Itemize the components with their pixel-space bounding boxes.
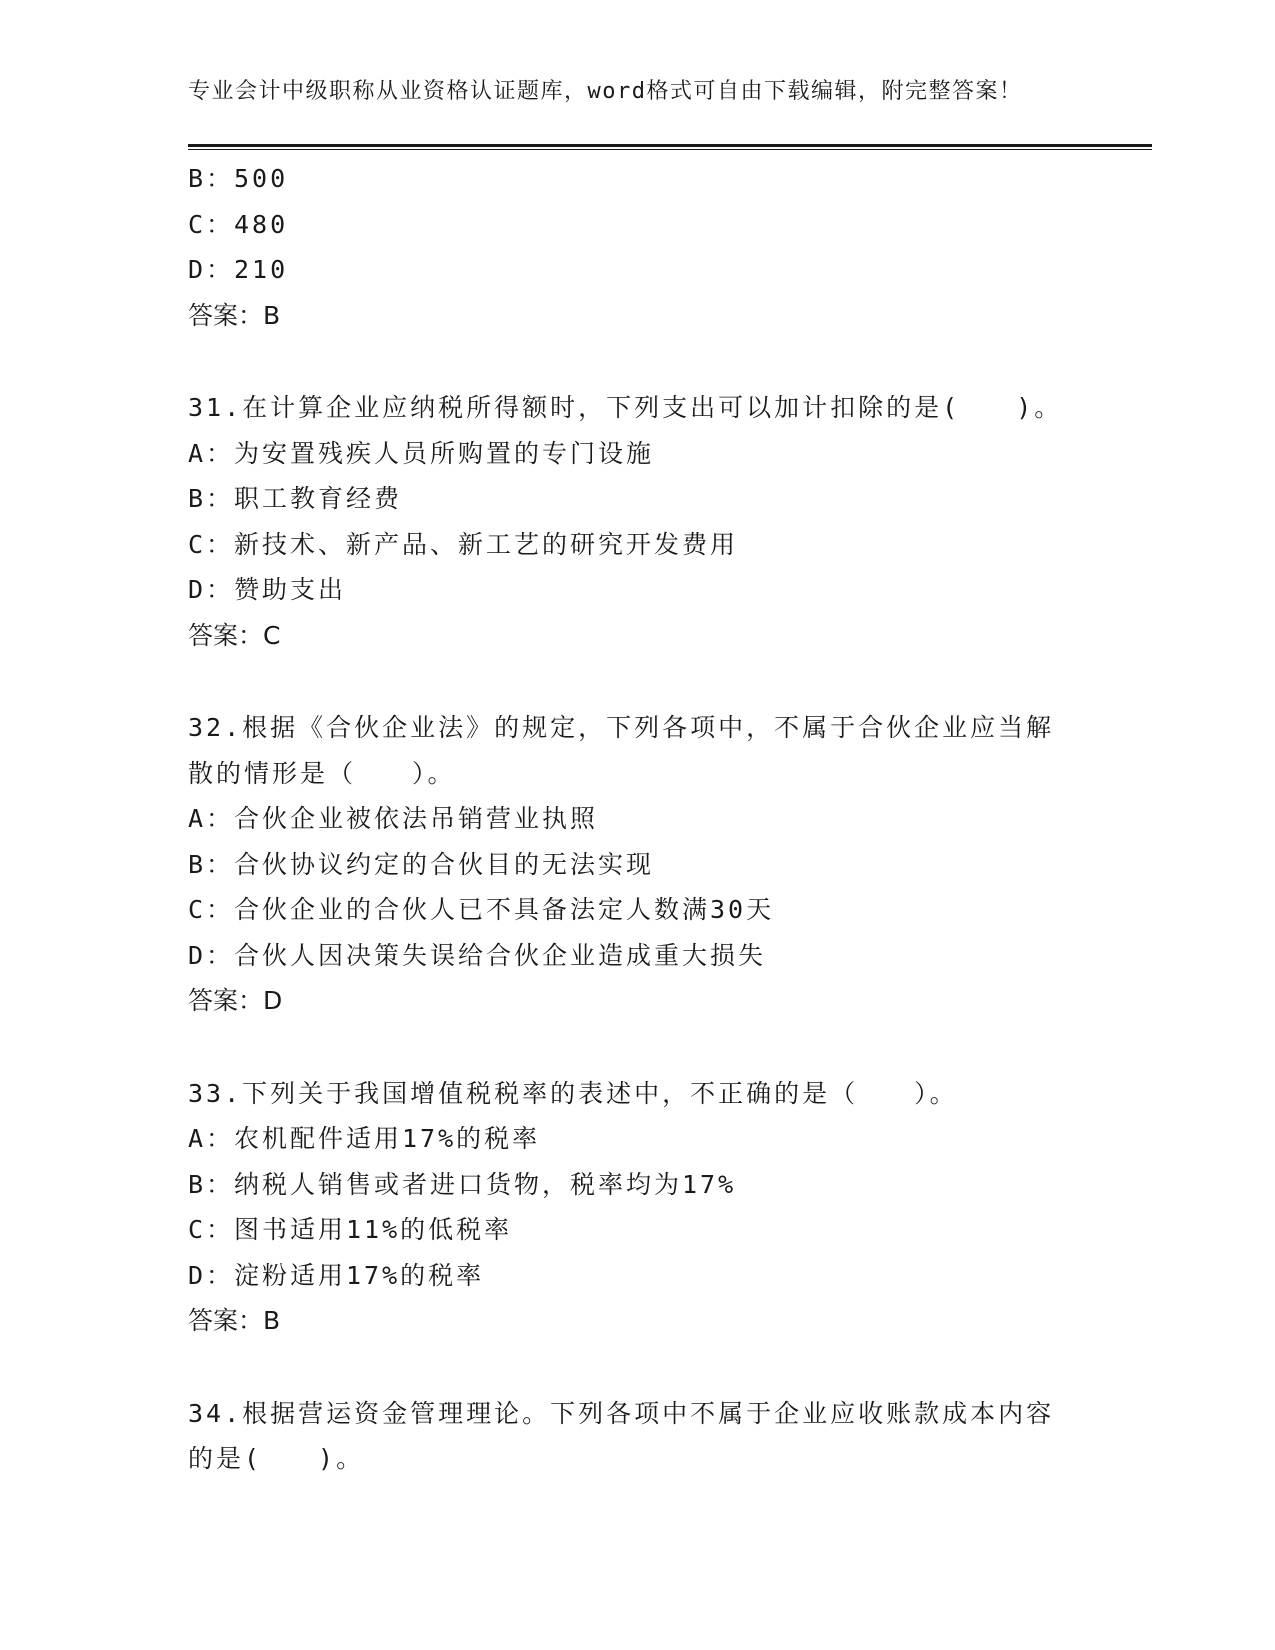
option-letter: C：	[188, 209, 235, 239]
prev-question-block	[188, 156, 1088, 338]
option-a	[188, 796, 1088, 842]
option-letter: A：	[188, 804, 235, 833]
question-stem-continued: 的是( )。	[188, 1444, 365, 1473]
option-letter: D：	[188, 575, 235, 604]
option-text: 农机配件适用17%的税率	[234, 1124, 541, 1153]
question-31	[188, 385, 1088, 658]
option-letter: A：	[188, 438, 235, 468]
answer-line: 答案：B	[188, 1306, 281, 1335]
option-letter: D：	[188, 1260, 235, 1290]
page-header: 专业会计中级职称从业资格认证题库，word格式可自由下载编辑，附完整答案！	[188, 79, 1023, 104]
spacer	[188, 338, 1088, 385]
option-d	[188, 567, 1088, 613]
option-text: 职工教育经费	[234, 484, 403, 513]
spacer	[188, 1344, 1088, 1391]
option-letter: B：	[188, 164, 235, 193]
option-c	[188, 887, 1088, 933]
option-letter: A：	[188, 1124, 235, 1153]
option-a	[188, 431, 1088, 477]
question-stem: 34.根据营运资金管理理论。下列各项中不属于企业应收账款成本内容	[188, 1398, 1055, 1428]
option-d	[188, 247, 1088, 293]
question-32	[188, 705, 1088, 1024]
option-d	[188, 933, 1088, 979]
option-b	[188, 476, 1088, 522]
option-c	[188, 1207, 1088, 1253]
question-stem-continued: 散的情形是（ ）。	[188, 758, 456, 788]
option-text: 500	[234, 164, 289, 193]
option-text: 新技术、新产品、新工艺的研究开发费用	[234, 529, 739, 559]
question-33	[188, 1071, 1088, 1344]
question-content	[188, 156, 1088, 1482]
option-text: 图书适用11%的低税率	[234, 1215, 513, 1244]
answer-line: 答案：D	[188, 986, 283, 1015]
answer-line: 答案：C	[188, 620, 281, 650]
option-b	[188, 156, 1088, 202]
answer-line: 答案：B	[188, 300, 281, 330]
option-c	[188, 522, 1088, 568]
option-letter: D：	[188, 255, 235, 284]
option-text: 合伙人因决策失误给合伙企业造成重大损失	[234, 940, 767, 970]
question-stem: 31.在计算企业应纳税所得额时，下列支出可以加计扣除的是( )。	[188, 393, 1063, 422]
option-letter: B：	[188, 849, 235, 879]
option-text: 纳税人销售或者进口货物，税率均为17%	[234, 1169, 737, 1199]
option-a	[188, 1116, 1088, 1162]
option-d	[188, 1253, 1088, 1299]
option-letter: C：	[188, 895, 235, 924]
option-text: 淀粉适用17%的税率	[234, 1260, 485, 1290]
option-b	[188, 842, 1088, 888]
spacer	[188, 658, 1088, 705]
option-b	[188, 1162, 1088, 1208]
option-text: 合伙企业的合伙人已不具备法定人数满30天	[234, 895, 775, 924]
option-text: 480	[234, 209, 289, 239]
option-text: 赞助支出	[234, 575, 347, 604]
header-rule	[188, 144, 1152, 147]
option-text: 合伙协议约定的合伙目的无法实现	[234, 849, 655, 879]
question-stem: 33.下列关于我国增值税税率的表述中，不正确的是（ ）。	[188, 1078, 958, 1108]
option-letter: C：	[188, 529, 235, 559]
option-letter: C：	[188, 1215, 235, 1244]
spacer	[188, 1024, 1088, 1071]
question-34	[188, 1391, 1088, 1482]
option-letter: B：	[188, 484, 235, 513]
question-stem: 32.根据《合伙企业法》的规定，下列各项中，不属于合伙企业应当解	[188, 713, 1055, 742]
option-letter: B：	[188, 1169, 235, 1199]
option-text: 合伙企业被依法吊销营业执照	[234, 804, 599, 833]
option-c	[188, 202, 1088, 248]
option-text: 为安置残疾人员所购置的专门设施	[234, 438, 655, 468]
option-letter: D：	[188, 940, 235, 970]
option-text: 210	[234, 255, 289, 284]
header-rule-thin	[188, 149, 1152, 150]
